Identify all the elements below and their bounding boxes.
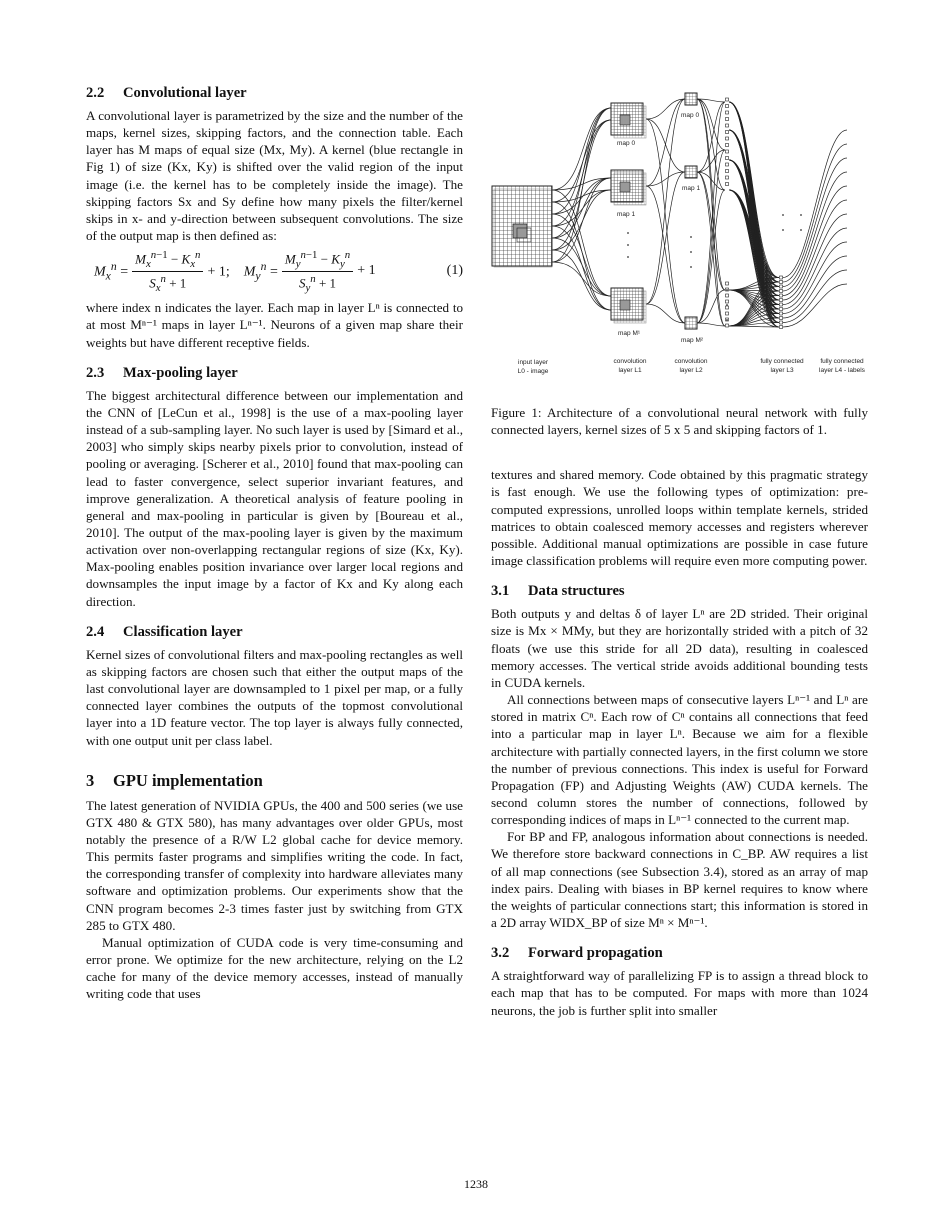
l3-neuron [726,105,729,108]
l3-neuron [726,111,729,114]
connection-line [697,99,725,150]
l4-neuron [780,281,783,284]
input-image-grid [492,186,552,267]
l4-label-column [780,276,783,329]
connection-line [646,304,685,323]
l3-neuron [726,98,729,101]
page-number: 1238 [464,1177,488,1191]
l2-map-m2 [685,317,697,329]
section-3-heading: 3 GPU implementation [86,770,263,790]
s24-paragraph-1: Kernel sizes of convolutional filters and max-pooling rectangles as well as skipping factors are chosen such that either the output maps of the last convolutional layer are downsampled to 1 pixel per map, or a fully connected layer combines the outputs of the topmost convolutional layer into a 1D feature vector. The top layer is always fully connected, with one output unit per class label. [86,646,463,748]
connection-lines [552,99,847,327]
connection-line [552,190,611,226]
right-continuation-paragraph: textures and shared memory. Code obtained by this pragmatic strategy is fast enough. We use the following types of optimization: pre-computed expressions, unrolled loops within template kernels, strided matrices to obtain coalesced memory accesses and registers wherever possible. Additional manual optimizations are possible in case future image classification problems will require even more computing power. [491,467,868,569]
connection-line [552,262,611,296]
equation-1: $M_x^n$ = $\frac{M_x^{n-1} - K_x^n}{S_x^n + 1}$ + 1; $M_y^n$ = $\frac{M_y^{n-1} - K_y^n}{S_y^n + 1}$ + 1 (1) [94,248,463,294]
fig-label-map1-l1: map 1 [617,211,636,218]
section-3-1-heading: 3.1 Data structures [491,583,625,600]
connection-line [552,108,611,238]
section-2-4-heading: 2.4 Classification layer [86,623,243,640]
l2-ellipsis [690,236,692,268]
cnn-architecture-diagram [491,90,868,390]
l2-map-0 [685,93,697,105]
s22-paragraph-1: A convolutional layer is parametrized by the size and the number of the maps, kernel sizes, skipping factors, and the connection table. Each layer has M maps of equal size (Mx, My). A kernel (blue rectangle in Fig 1) of size (Kx, Ky) is shifted over the valid region of the input image (i.e. the kernel has to be completely inside the image). The skipping factors Sx and Sy define how many pixels the filter/kernel skips in x- and y-direction between subsequent convolutions. The size of the output map is then defined as: [86,108,463,244]
l3-neuron [726,170,729,173]
architecture-figure [491,90,868,390]
s22-paragraph-2: where index n indicates the layer. Each map in layer Lⁿ is connected to at most Mⁿ⁻¹ maps in layer Lⁿ⁻¹. Neurons of a given map share their weights but have different receptive fields. [86,300,463,350]
l3-neuron [726,131,729,134]
connection-line [646,119,685,323]
connection-line [552,178,611,238]
connection-line [552,190,611,296]
fig-label-mapM1: map M¹ [618,330,641,337]
l4-neuron [780,326,783,329]
connection-line [552,178,611,214]
kernel-rectangle [513,224,527,238]
left-column [86,84,463,1003]
s3-paragraph-1: The latest generation of NVIDIA GPUs, the 400 and 500 series (we use GTX 480 & GTX 580), has many advantages over older GPUs, most notably the presence of a R/W L2 global cache for device memory. This permits faster programs and simplifies writing the code. In fact, the corresponding transfer of complexity into hardware alleviates many software and optimization problems. Our experiments show that the CNN program becomes 2-3 times faster just by switching from GTX 285 to GTX 480. [86,797,463,933]
l3-neuron [726,300,729,303]
connection-line [783,158,847,287]
l1-map-1 [611,170,646,205]
connection-line [552,214,611,296]
l3-neuron [726,150,729,153]
connection-line [646,99,685,304]
connection-line [783,172,847,291]
fig-layer-label-l1-line1: convolution [613,358,647,365]
s3-paragraph-2: Manual optimization of CUDA code is very time-consuming and error prone. We optimize for the new architecture, relying on the L2 cache for many of the device memory accesses, instead of manually writing code that uses [86,934,463,1002]
section-3-2-heading: 3.2 Forward propagation [491,945,663,962]
l2-map-1 [685,166,697,178]
fig-layer-label-l2-line1: convolution [674,358,708,365]
connection-line [783,270,847,323]
l3-neuron [726,137,729,140]
l4-neuron [780,290,783,293]
section-2-2-heading: 2.2 Convolutional layer [86,85,247,101]
l4-neuron [780,303,783,306]
connection-line [552,250,611,310]
fig-layer-label-l1-line2: layer L1 [618,367,642,374]
s32-paragraph-1: A straightforward way of parallelizing FP is to assign a thread block to each map that has to be computed. For maps with more than 1024 neurons, the job is further split into smaller [491,968,868,1018]
l3-neuron [726,144,729,147]
l3-neuron [726,176,729,179]
connection-line [783,256,847,318]
fig-layer-label-l2-line2: layer L2 [679,367,703,374]
fig-layer-label-l4-line1: fully connected [820,358,864,365]
l3-neuron [726,294,729,297]
fig-label-map0-l2: map 0 [681,112,700,119]
l3-neuron [726,306,729,309]
l3-neuron-column [726,98,729,327]
l4-neuron [780,321,783,324]
fig-layer-label-l3-line2: layer L3 [770,367,794,374]
s31-paragraph-1: Both outputs y and deltas δ of layer Lⁿ are 2D strided. Their original size is Mx × MMy, but they are horizontally strided with a pitch of 32 floats (we use this stride for all 2D data), resulting in coalesced memory accesses. The vertical stride avoids additional bounding tests in CUDA kernels. [491,606,868,690]
l3-neuron [726,124,729,127]
l3-neuron [726,118,729,121]
connection-line [646,172,685,304]
l1-map-m1 [611,288,646,323]
s31-paragraph-2: All connections between maps of consecutive layers Lⁿ⁻¹ and Lⁿ are stored in matrix Cⁿ. Each row of Cⁿ contains all connections that feed into a particular map in layer Lⁿ. Because we aim for a flexible architecture with partially connected layers, in the first column we store the number of previous connections. This index is useful for Forward Propagation (FP) and Adjusting Weights (AW) CUDA kernels. The second column stores the number of connections, followed by corresponding indices of maps in Lⁿ⁻¹ connected to the current map. [491,692,868,828]
connection-line [697,172,725,326]
connection-line [697,150,725,172]
l3-neuron [726,324,729,327]
section-2-3-heading: 2.3 Max-pooling layer [86,364,238,381]
fig-layer-label-l0-line1: input layer [518,359,548,366]
l3-neuron [726,157,729,160]
l3-neuron [726,282,729,285]
fig-layer-label-l0-line2: L0 - image [517,368,549,375]
fig-label-map1-l2: map 1 [682,185,701,192]
connection-line [552,190,611,250]
s31-paragraph-3: For BP and FP, analogous information about connections is needed. We therefore store backward connections in C_BP. AW requires a list of all map connections (see Subsection 3.4), stored as an array of map index pairs. Dealing with biases in BP kernel requires to know where the weights of particular connections start; this information is stored in a 2D array WIDX_BP of size Mⁿ × Mⁿ⁻¹. [491,829,868,931]
fig-label-mapM2: map M² [681,337,704,344]
fig-label-map0-l1: map 0 [617,140,636,147]
s23-paragraph-1: The biggest architectural difference between our implementation and the CNN of [LeCun et al., 1998] is the use of a max-pooling layer instead of a sub-sampling layer. No such layer is used by [Simard et al., 2003] who simply skips nearby pixels prior to convolution, instead of pooling or averaging. [Scherer et al., 2010] found that max-pooling can lead to faster convergence, select superior invariant features, and improve generalization. A theoretical analysis of feature pooling in general and max-pooling in particular is given by [Boureau et al., 2010]. The output of the max-pooling layer is given by the maximum activation over non-overlapping rectangular regions of size (Kx, Ky). Max-pooling enables position invariance over larger local regions and downsamples the input image by a factor of Kx and Ky along each direction. [86,387,463,609]
connection-line [646,172,685,186]
l4-neuron [780,276,783,279]
l4-neuron [780,294,783,297]
l4-neuron [780,312,783,315]
equation-number: (1) [446,263,463,279]
fig-layer-label-l4-line2: layer L4 - labels [819,367,865,374]
fig-layer-label-l3-line1: fully connected [760,358,804,365]
right-column [491,90,868,1019]
l4-neuron [780,317,783,320]
l3-neuron [726,312,729,315]
l3-neuron [726,163,729,166]
connection-line [646,99,685,186]
connection-line [783,130,847,278]
l4-neuron [780,299,783,302]
l1-ellipsis [627,232,629,258]
figure-caption: Figure 1: Architecture of a convolutional neural network with fully connected layers, kernel sizes of 5 x 5 and skipping factors of 1. [491,405,868,438]
l1-map-0 [611,103,646,138]
connection-line [697,323,725,326]
l4-neuron [780,285,783,288]
l3-neuron [726,183,729,186]
l4-neuron [780,308,783,311]
